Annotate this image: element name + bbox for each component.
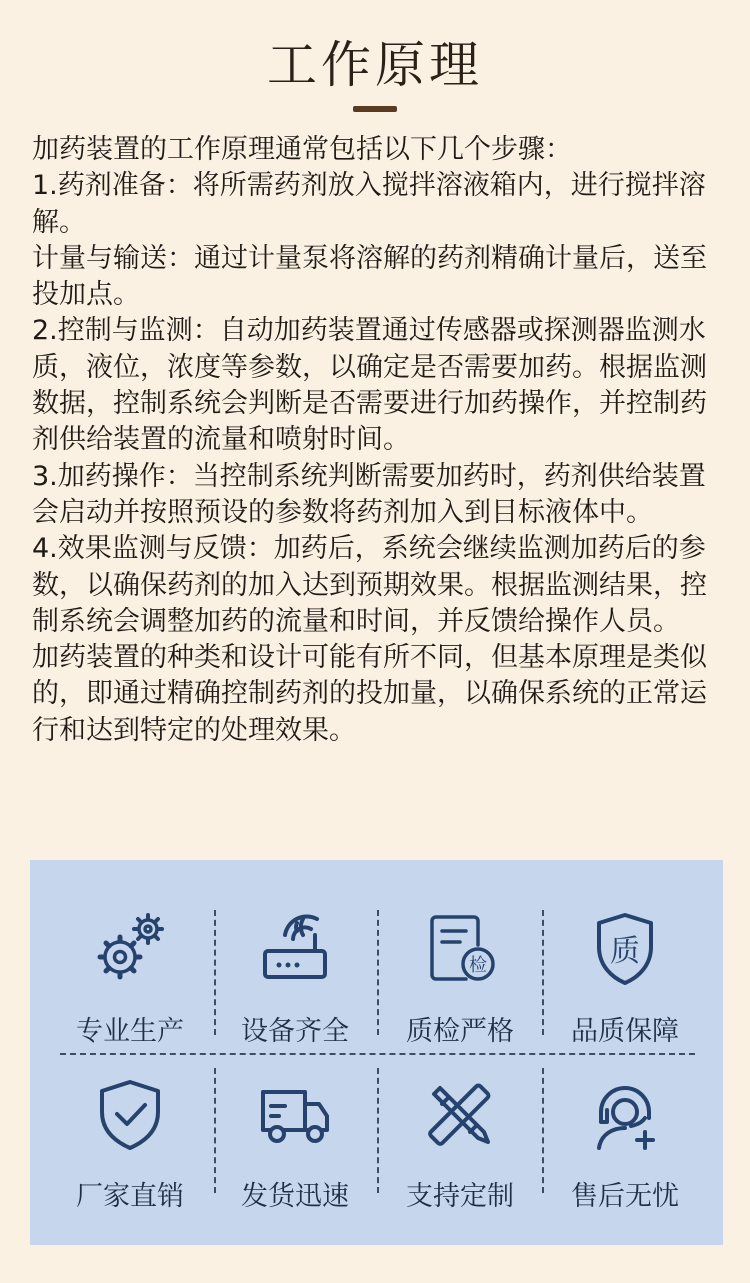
divider-vertical (214, 1068, 216, 1193)
title-underline (353, 106, 397, 112)
feature-factory-direct (55, 1070, 205, 1220)
divider-vertical (542, 1068, 544, 1193)
feature-label: 售后无忧 (571, 1181, 679, 1212)
feature-label: 发货迅速 (241, 1181, 349, 1212)
feature-customization (385, 1070, 535, 1220)
svg-text:检: 检 (469, 955, 487, 976)
router-icon (255, 909, 335, 989)
paragraph-summary: 加药装置的种类和设计可能有所不同，但基本原理是类似的，即通过精确控制药剂的投加量，以确保系统的正常运行和达到特定的处理效果。 (32, 642, 707, 746)
feature-strict-inspection (385, 905, 535, 1055)
paragraph-step1: 1.药剂准备：将所需药剂放入搅拌溶液箱内，进行搅拌溶解。 (32, 170, 706, 238)
paragraph-step4: 4.效果监测与反馈：加药后，系统会继续监测加药后的参数，以确保药剂的加入达到预期效果。根据监测结果，控制系统会调整加药的流量和时间，并反馈给操作人员。 (32, 533, 707, 637)
pencil-ruler-icon (420, 1074, 500, 1154)
divider-vertical (214, 910, 216, 1035)
feature-professional-production (55, 905, 205, 1055)
check-shield-icon (90, 1074, 170, 1154)
delivery-truck-icon (255, 1074, 335, 1154)
feature-label: 质检严格 (406, 1016, 514, 1047)
feature-fast-delivery (220, 1070, 370, 1220)
divider-vertical (542, 910, 544, 1035)
customer-service-icon (585, 1074, 665, 1154)
feature-label: 厂家直销 (76, 1181, 184, 1212)
paragraph-step2: 2.控制与监测：自动加药装置通过传感器或探测器监测水质，液位，浓度等参数，以确定是否需要加药。根据监测数据，控制系统会判断是否需要进行加药操作，并控制药剂供给装置的流量和喷射时间。 (32, 315, 707, 456)
paragraph-intro: 加药装置的工作原理通常包括以下几个步骤： (32, 134, 572, 165)
feature-label: 品质保障 (571, 1016, 679, 1047)
features-panel (30, 860, 723, 1245)
divider-vertical (377, 910, 379, 1035)
feature-after-sales (550, 1070, 700, 1220)
content-body (32, 132, 722, 749)
paragraph-metering: 计量与输送：通过计量泵将溶解的药剂精确计量后，送至投加点。 (32, 242, 707, 311)
feature-label: 专业生产 (76, 1016, 184, 1047)
paragraph-step3: 3.加药操作：当控制系统判断需要加药时，药剂供给装置会启动并按照预设的参数将药剂加入到目标液体中。 (32, 460, 706, 528)
feature-complete-equipment (220, 905, 370, 1055)
divider-vertical (377, 1068, 379, 1193)
feature-label: 支持定制 (406, 1181, 514, 1212)
gears-icon (90, 909, 170, 989)
inspection-document-icon (420, 909, 500, 989)
svg-text:质: 质 (610, 934, 640, 969)
quality-shield-icon (585, 909, 665, 989)
feature-label: 设备齐全 (241, 1016, 349, 1047)
feature-quality-assurance (550, 905, 700, 1055)
page-title: 工作原理 (267, 36, 483, 94)
